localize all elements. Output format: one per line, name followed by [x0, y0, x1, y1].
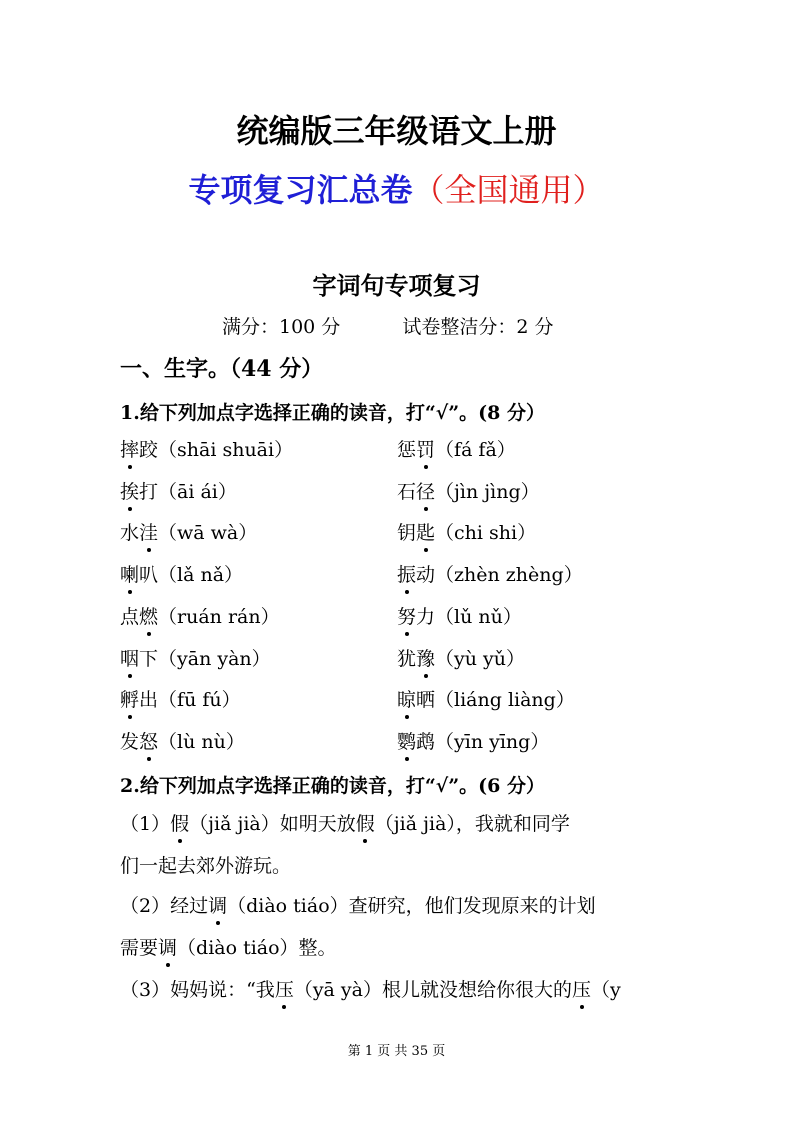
q2-p2-b: （diào tiáo）查研究，他们发现原来的计划: [227, 895, 596, 917]
dotted-char: 压: [572, 975, 591, 1002]
dotted-char: 罚: [416, 435, 435, 462]
word-char: 跤: [139, 439, 159, 461]
dotted-char: 晾: [397, 685, 416, 712]
title-line1: 统编版三年级语文上册: [236, 112, 557, 150]
word-char: 鹉: [416, 731, 436, 753]
word-item: [120, 727, 245, 754]
dotted-char: 洼: [139, 518, 158, 545]
q2-p2-c: 需要: [120, 937, 159, 959]
word-char: 下: [139, 648, 159, 670]
score-line: [222, 312, 553, 339]
q2-p3-b: （yā yà）根儿就没想给你很大的: [293, 979, 572, 1001]
pinyin-options: （fū fú）: [158, 689, 241, 711]
dotted-char: 径: [416, 477, 435, 504]
dotted-char: 压: [275, 975, 294, 1002]
word-item: [397, 477, 540, 504]
q2-paragraph-1-cont: 们一起去郊外游玩。: [120, 855, 292, 877]
dotted-char: 喇: [120, 560, 139, 587]
word-item: [120, 644, 271, 671]
dotted-char: 怒: [139, 727, 158, 754]
dotted-char: 假: [356, 809, 375, 836]
pinyin-options: （shāi shuāi）: [158, 439, 294, 461]
word-item: [120, 435, 293, 462]
pinyin-options: （lǎ nǎ）: [158, 564, 244, 586]
title-line2: [0, 165, 793, 211]
dotted-char: 豫: [416, 644, 435, 671]
word-item: [397, 644, 525, 671]
dotted-char: 匙: [416, 518, 435, 545]
word-char: 犹: [397, 648, 417, 670]
q2-p3-a: （3）妈妈说：“我: [120, 979, 275, 1001]
pinyin-options: （jìn jìng）: [435, 481, 540, 503]
pinyin-options: （fá fǎ）: [435, 439, 516, 461]
pinyin-options: （ruán rán）: [158, 606, 280, 628]
pinyin-options: （lǔ nǔ）: [435, 606, 522, 628]
q2-p2-d: （diào tiáo）整。: [177, 937, 337, 959]
dotted-char: 振: [397, 560, 416, 587]
word-char: 钥: [397, 522, 417, 544]
word-char: 动: [416, 564, 436, 586]
q2-p2-a: （2）经过: [120, 895, 209, 917]
dotted-char: 努: [397, 602, 416, 629]
word-item: [397, 727, 549, 754]
word-item: [397, 602, 522, 629]
word-item: [120, 477, 237, 504]
word-char: 惩: [397, 439, 417, 461]
word-item: [397, 560, 583, 587]
subtitle: 字词句专项复习: [312, 271, 481, 300]
neat-score: 试卷整洁分：2 分: [402, 316, 554, 338]
pinyin-options: （yù yǔ）: [435, 648, 526, 670]
q2-paragraph-2-cont: [120, 933, 337, 960]
word-item: [397, 435, 516, 462]
q2-p1-a: （1）: [120, 813, 171, 835]
dotted-char: 摔: [120, 435, 139, 462]
pinyin-options: （chi shi）: [435, 522, 537, 544]
q2-p1-c: （jiǎ jià），我就和同学: [374, 813, 570, 835]
word-char: 发: [120, 731, 140, 753]
word-char: 打: [139, 481, 159, 503]
word-item: [397, 518, 536, 545]
pinyin-options: （wā wà）: [158, 522, 258, 544]
dotted-char: 假: [170, 809, 189, 836]
word-item: [120, 518, 257, 545]
dotted-char: 孵: [120, 685, 139, 712]
pinyin-options: （zhèn zhèng）: [435, 564, 583, 586]
q2-paragraph-3: [120, 975, 621, 1002]
page-footer: 第 1 页 共 35 页: [347, 1044, 446, 1059]
pinyin-options: （āi ái）: [158, 481, 237, 503]
q2-p3-c: （y: [591, 979, 621, 1001]
word-char: 石: [397, 481, 417, 503]
dotted-char: 鹦: [397, 727, 416, 754]
word-char: 晒: [416, 689, 436, 711]
word-char: 叭: [139, 564, 159, 586]
q2-paragraph-1: [120, 809, 570, 836]
q2-paragraph-2: [120, 891, 596, 918]
pinyin-options: （liáng liàng）: [435, 689, 575, 711]
pinyin-options: （lù nù）: [158, 731, 245, 753]
dotted-char: 调: [158, 933, 177, 960]
pinyin-options: （yān yàn）: [158, 648, 271, 670]
dotted-char: 燃: [139, 602, 158, 629]
word-char: 出: [139, 689, 159, 711]
dotted-char: 咽: [120, 644, 139, 671]
title-red: （全国通用）: [412, 171, 605, 209]
word-item: [397, 685, 575, 712]
word-char: 力: [416, 606, 436, 628]
q2-p1-b: （jiǎ jià）如明天放: [189, 813, 356, 835]
word-item: [120, 602, 280, 629]
question-2-title: 2.给下列加点字选择正确的读音，打“√”。(6 分）: [120, 775, 546, 797]
full-score: 满分：100 分: [222, 316, 341, 338]
dotted-char: 挨: [120, 477, 139, 504]
question-1-title: 1.给下列加点字选择正确的读音，打“√”。(8 分）: [120, 402, 546, 424]
word-item: [120, 685, 241, 712]
word-char: 点: [120, 606, 140, 628]
word-char: 水: [120, 522, 140, 544]
title-blue: 专项复习汇总卷: [188, 171, 413, 209]
word-item: [120, 560, 243, 587]
section-heading: 一、生字。（44 分）: [120, 356, 324, 382]
dotted-char: 调: [208, 891, 227, 918]
pinyin-options: （yīn yīng）: [435, 731, 550, 753]
